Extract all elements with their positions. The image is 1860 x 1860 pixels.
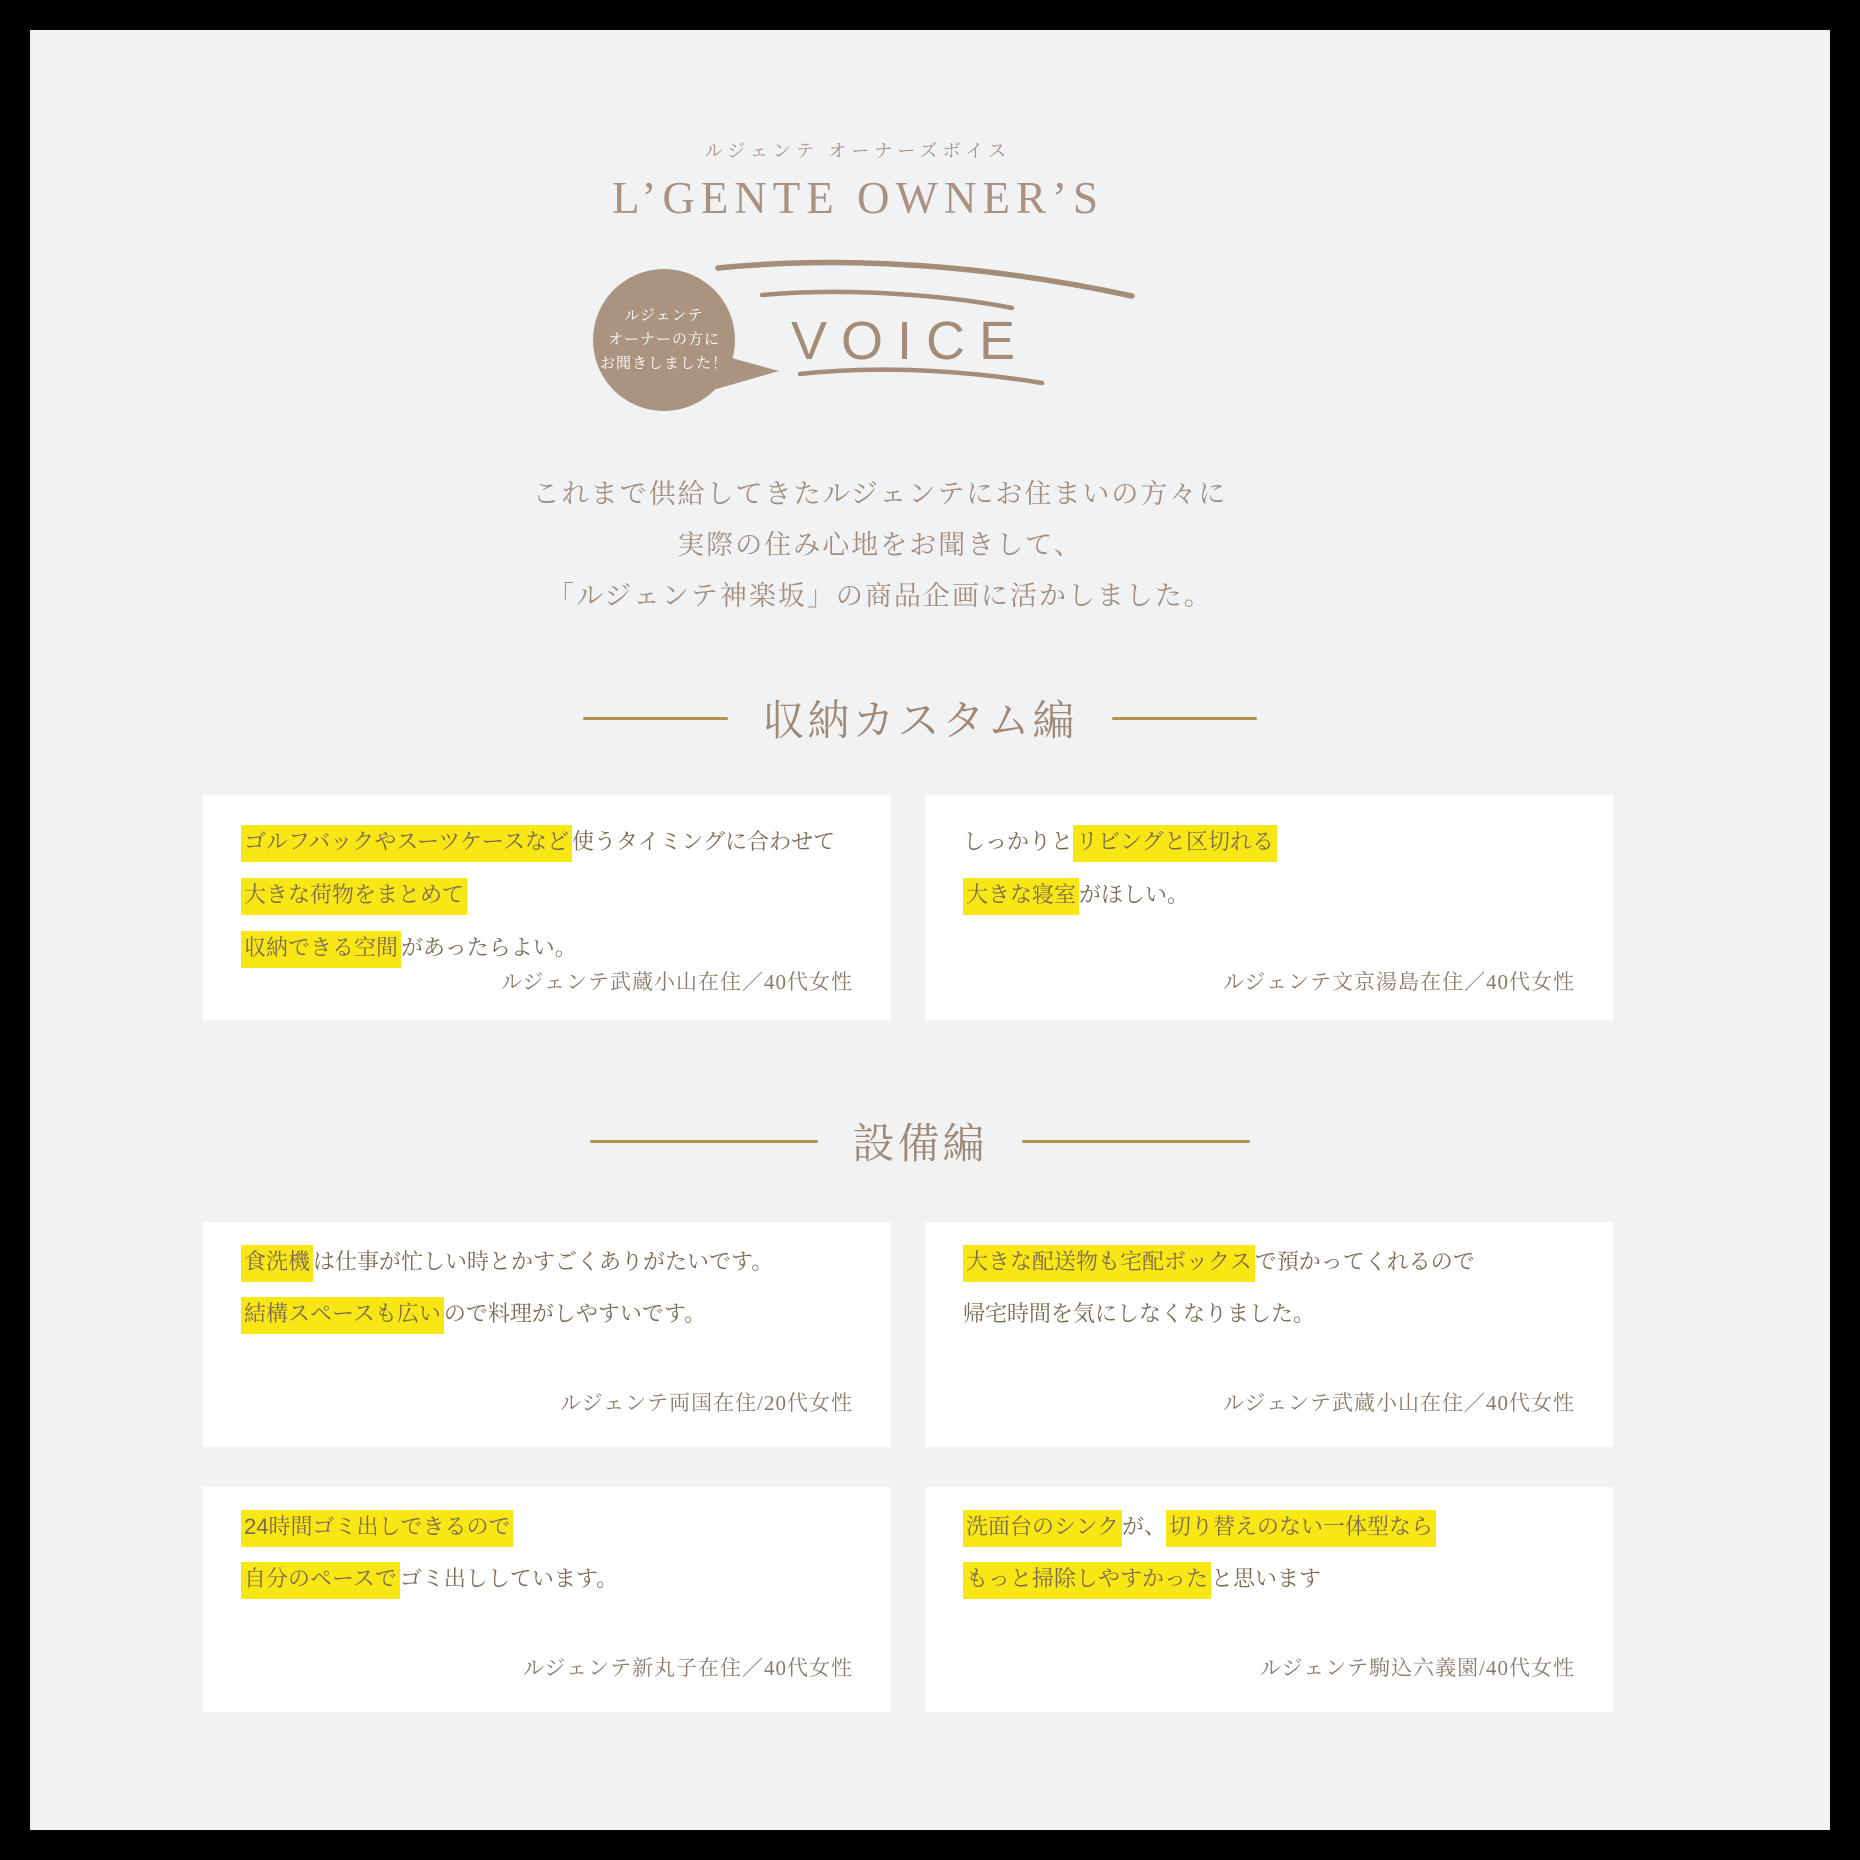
plain-text: ので料理がしやすいです。	[443, 1301, 707, 1326]
comment-line	[241, 1553, 853, 1605]
page-title: L’GENTE OWNER’S	[611, 173, 1105, 223]
comment-line	[963, 868, 1575, 921]
brush-stroke-top	[718, 263, 1132, 296]
handwritten-comment	[203, 795, 891, 974]
gold-line-right	[1112, 717, 1257, 720]
comment-line	[241, 868, 853, 921]
brush-stroke-bottom	[800, 370, 1042, 383]
highlighted-text: 24時間ゴミ出しできるので	[241, 1510, 513, 1547]
voice-card-storage-2	[925, 795, 1613, 1020]
plain-text: がほしい。	[1079, 882, 1190, 907]
speech-bubble	[593, 269, 735, 411]
comment-line	[963, 1288, 1575, 1340]
highlighted-text: 大きな配送物も宅配ボックス	[963, 1245, 1255, 1282]
handwritten-comment	[925, 1487, 1613, 1605]
comment-line	[241, 1236, 853, 1288]
voice-card-equipment-3	[203, 1487, 891, 1712]
voice-card-equipment-2	[925, 1222, 1613, 1447]
comment-line	[963, 1501, 1575, 1553]
bubble-line-3: お聞きしました！	[599, 356, 728, 372]
brush-stroke-middle	[762, 292, 1012, 308]
highlighted-text: 自分のペースで	[241, 1562, 400, 1599]
comment-line	[241, 1501, 853, 1553]
section-label: 収納カスタム編	[762, 699, 1078, 745]
section-label: 設備編	[852, 1122, 988, 1168]
resident-attribution: ルジェンテ武蔵小山在住／40代女性	[1222, 1391, 1575, 1415]
plain-text: と思います	[1211, 1566, 1322, 1591]
eyebrow-heading: ルジェンテ オーナーズボイス	[704, 141, 1012, 161]
plain-text: 使うタイミングに合わせて	[571, 829, 836, 854]
handwritten-comment	[203, 1487, 891, 1605]
highlighted-text: 洗面台のシンク	[963, 1510, 1122, 1547]
resident-attribution: ルジェンテ駒込六義園/40代女性	[1260, 1656, 1575, 1680]
handwritten-comment	[925, 1222, 1613, 1340]
comment-line	[241, 815, 853, 868]
bubble-line-1: ルジェンテ	[624, 308, 704, 324]
gold-line-left	[590, 1140, 818, 1143]
comment-line	[963, 815, 1575, 868]
plain-text: ゴミ出ししています。	[399, 1566, 619, 1591]
intro-line-2: 実際の住み心地をお聞きして、	[677, 530, 1083, 560]
section-title-equipment	[30, 1111, 1810, 1171]
gold-line-left	[583, 717, 728, 720]
intro-line-1: これまで供給してきたルジェンテにお住まいの方々に	[532, 479, 1228, 509]
highlighted-text: 食洗機	[241, 1245, 313, 1282]
highlighted-text: 大きな荷物をまとめて	[241, 878, 467, 915]
handwritten-comment	[925, 795, 1613, 921]
intro-line-3: 「ルジェンテ神楽坂」の商品企画に活かしました。	[547, 581, 1213, 611]
plain-text: は仕事が忙しい時とかすごくありがたいです。	[313, 1249, 774, 1274]
resident-attribution: ルジェンテ武蔵小山在住／40代女性	[500, 970, 853, 994]
plain-text: しっかりと	[963, 829, 1074, 854]
gold-line-right	[1022, 1140, 1250, 1143]
handwritten-comment	[203, 1222, 891, 1340]
resident-attribution: ルジェンテ新丸子在住／40代女性	[522, 1656, 853, 1680]
resident-attribution: ルジェンテ文京湯島在住／40代女性	[1222, 970, 1575, 994]
resident-attribution: ルジェンテ両国在住/20代女性	[560, 1391, 853, 1415]
comment-line	[241, 1288, 853, 1340]
intro-text	[533, 469, 1228, 622]
highlighted-text: 結構スペースも広い	[241, 1297, 444, 1334]
voice-card-equipment-4	[925, 1487, 1613, 1712]
voice-card-equipment-1	[203, 1222, 891, 1447]
plain-text: が、	[1122, 1514, 1167, 1539]
owners-voice-page	[30, 30, 1830, 1830]
highlighted-text: 切り替えのない一体型なら	[1166, 1510, 1436, 1547]
voice-wordmark: VOICE	[790, 311, 1030, 371]
highlighted-text: ゴルフバックやスーツケースなど	[241, 825, 572, 862]
voice-card-storage-1	[203, 795, 891, 1020]
comment-line	[963, 1553, 1575, 1605]
highlighted-text: 大きな寝室	[963, 878, 1079, 915]
section-title-storage-custom	[30, 688, 1810, 748]
plain-text: があったらよい。	[401, 935, 577, 960]
highlighted-text: 収納できる空間	[241, 931, 401, 968]
plain-text: 帰宅時間を気にしなくなりました。	[963, 1301, 1316, 1326]
comment-line	[963, 1236, 1575, 1288]
bubble-line-2: オーナーの方に	[607, 332, 720, 348]
highlighted-text: もっと掃除しやすかった	[963, 1562, 1211, 1599]
highlighted-text: リビングと区切れる	[1073, 825, 1277, 862]
plain-text: で預かってくれるので	[1254, 1249, 1475, 1274]
